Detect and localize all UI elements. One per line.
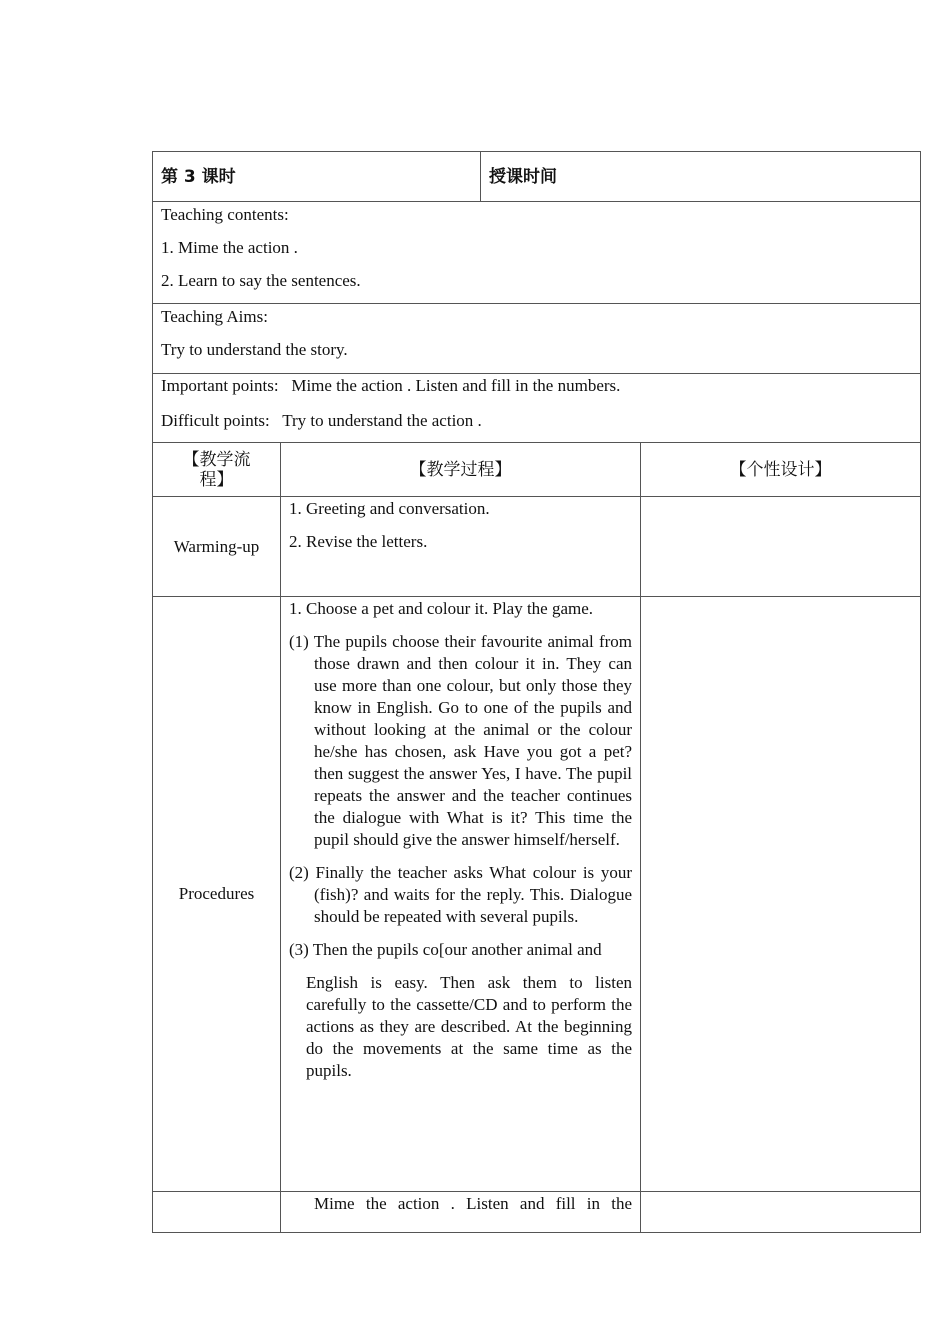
- teaching-aims-row: [153, 304, 921, 374]
- teaching-contents-cell: [153, 202, 921, 304]
- teaching-contents-title: Teaching contents:: [161, 205, 289, 224]
- lesson-number-label: 第 3 课时: [161, 166, 236, 187]
- class-time-cell: [481, 152, 921, 202]
- lesson-plan-table: [152, 151, 921, 1233]
- column-header-design: 【个性设计】: [641, 443, 921, 497]
- teaching-contents-item: 2. Learn to say the sentences.: [161, 271, 361, 290]
- design-cell: [641, 497, 921, 597]
- process-cell: [281, 597, 641, 1192]
- table-row-continuation: [153, 1192, 921, 1233]
- difficult-points-label: Difficult points:: [161, 411, 270, 430]
- process-cell: [281, 1192, 641, 1233]
- process-text: Mime the action . Listen and fill in the: [314, 1194, 633, 1213]
- key-points-cell: [153, 374, 921, 443]
- process-cell: [281, 497, 641, 597]
- column-header-row: [153, 443, 921, 497]
- process-step-3-continuation: English is easy. Then ask them to listen carefully to the cassette/CD and to perform the actions as they are described. At the beginning do the movements at the same time as the pupils.: [306, 973, 633, 1080]
- header-row: [153, 152, 921, 202]
- stage-label: Warming-up: [173, 536, 260, 556]
- stage-cell: [153, 497, 281, 597]
- table-row-procedures: [153, 597, 921, 1192]
- column-header-process: 【教学过程】: [281, 443, 641, 497]
- stage-cell: [153, 1192, 281, 1233]
- design-cell: [641, 597, 921, 1192]
- difficult-points-text: Try to understand the action .: [282, 411, 482, 430]
- process-step-3: (3) Then the pupils co[our another animal and: [289, 940, 602, 959]
- lesson-number-cell: [153, 152, 481, 202]
- column-header-flow: 【教学流程】: [153, 443, 281, 497]
- process-step-2: (2) Finally the teacher asks What colour is your (fish)? and waits for the reply. This. Dialogue should be repeated with several pupils.: [289, 863, 633, 926]
- teaching-aims-text: Try to understand the story.: [161, 340, 348, 359]
- stage-label: Procedures: [178, 884, 255, 903]
- important-points-label: Important points:: [161, 376, 279, 395]
- teaching-aims-cell: [153, 304, 921, 374]
- difficult-points: [161, 410, 912, 432]
- process-item: 1. Greeting and conversation.: [289, 499, 490, 518]
- key-points-row: [153, 374, 921, 443]
- process-item: 2. Revise the letters.: [289, 532, 428, 551]
- class-time-label: 授课时间: [489, 166, 558, 187]
- important-points: [161, 375, 912, 397]
- teaching-contents-item: 1. Mime the action .: [161, 238, 298, 257]
- process-heading: 1. Choose a pet and colour it. Play the game.: [289, 599, 594, 618]
- teaching-contents-row: [153, 202, 921, 304]
- design-cell: [641, 1192, 921, 1233]
- teaching-aims-title: Teaching Aims:: [161, 307, 268, 326]
- table-row-warming-up: [153, 497, 921, 597]
- stage-cell: [153, 597, 281, 1192]
- process-step-1: (1) The pupils choose their favourite animal from those drawn and then colour it in. They can use more than one colour, but only those they know in English. Go to one of the pupils and without looking at the animal or the colour he/she has chosen, ask Have you got a pet? then suggest the answer Yes, I have. The pupil repeats the answer and the teacher continues the dialogue with What is it? This time the pupil should give the answer himself/herself.: [289, 632, 633, 849]
- important-points-text: Mime the action . Listen and fill in the numbers.: [291, 376, 621, 395]
